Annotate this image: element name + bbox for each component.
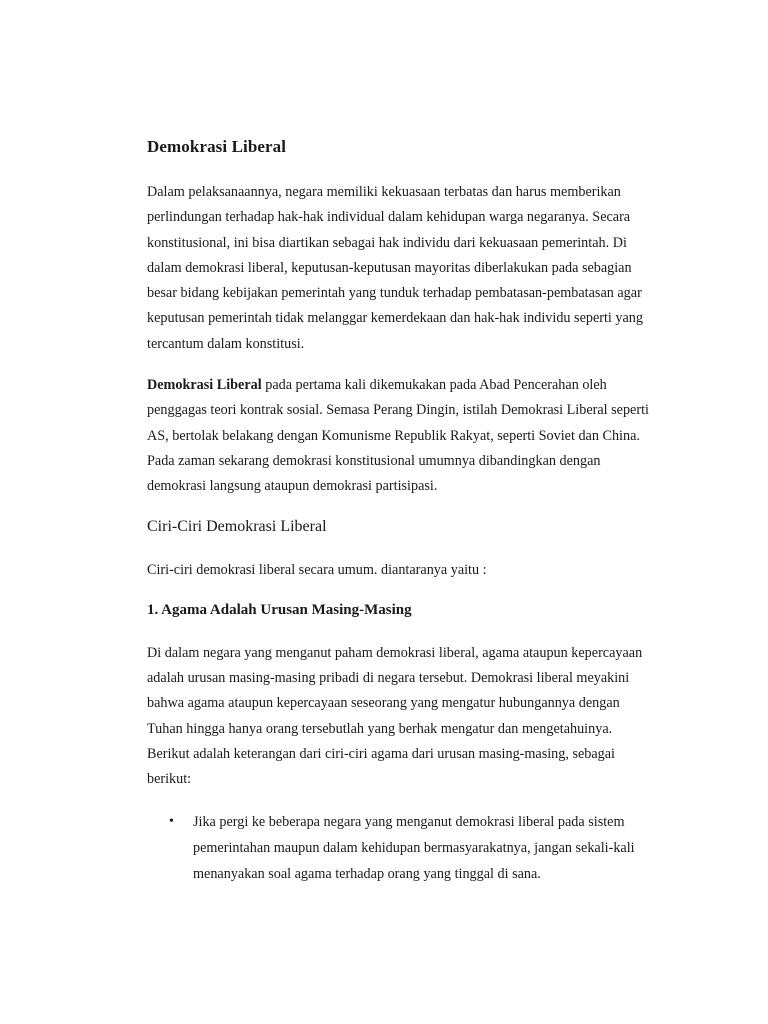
- paragraph-characteristics-intro: Ciri-ciri demokrasi liberal secara umum. diantaranya yaitu :: [147, 561, 487, 578]
- list-item: [147, 809, 657, 887]
- document-page: [147, 136, 657, 887]
- paragraph-history-bold-lead: Demokrasi Liberal: [147, 377, 262, 394]
- bullet-icon: •: [169, 813, 174, 829]
- document-title: Demokrasi Liberal: [147, 137, 287, 156]
- paragraph-history: [147, 373, 657, 499]
- paragraph-intro: Dalam pelaksanaannya, negara memiliki kekuasaan terbatas dan harus memberikan perlindungan terhadap hak-hak individual dalam kehidupan warga negaranya. Secara konstitusional, ini bisa diartikan sebagai hak individu dari kekuasaan pemerintah. Di dalam demokrasi liberal, keputusan-keputusan mayoritas diberlakukan pada sebagian besar bidang kebijakan pemerintah yang tunduk terhadap pembatasan-pembatasan agar keputusan pemerintah tidak melanggar kemerdekaan dan hak-hak individu seperti yang tercantum dalam konstitusi.: [147, 184, 643, 352]
- subsection-heading-religion: 1. Agama Adalah Urusan Masing-Masing: [147, 601, 412, 618]
- section-heading-characteristics: Ciri-Ciri Demokrasi Liberal: [147, 517, 327, 535]
- bullet-list: [147, 809, 657, 887]
- paragraph-history-text: pada pertama kali dikemukakan pada Abad Pencerahan oleh penggagas teori kontrak sosial. Semasa Perang Dingin, istilah Demokrasi Liberal seperti AS, bertolak belakang dengan Komunisme Republik Rakyat, seperti Soviet dan China. Pada zaman sekarang demokrasi konstitusional umumnya dibandingkan dengan demokrasi langsung ataupun demokrasi partisipasi.: [147, 377, 649, 495]
- list-item-text: Jika pergi ke beberapa negara yang menganut demokrasi liberal pada sistem pemerintahan maupun dalam kehidupan bermasyarakatnya, jangan sekali-kali menanyakan soal agama terhadap orang yang tinggal di sana.: [193, 813, 635, 882]
- paragraph-religion: Di dalam negara yang menganut paham demokrasi liberal, agama ataupun kepercayaan adalah urusan masing-masing pribadi di negara tersebut. Demokrasi liberal meyakini bahwa agama ataupun kepercayaan seseorang yang mengatur hubungannya dengan Tuhan hingga hanya orang tersebutlah yang berhak mengatur dan mengetahuinya. Berikut adalah keterangan dari ciri-ciri agama dari urusan masing-masing, sebagai berikut:: [147, 644, 643, 788]
